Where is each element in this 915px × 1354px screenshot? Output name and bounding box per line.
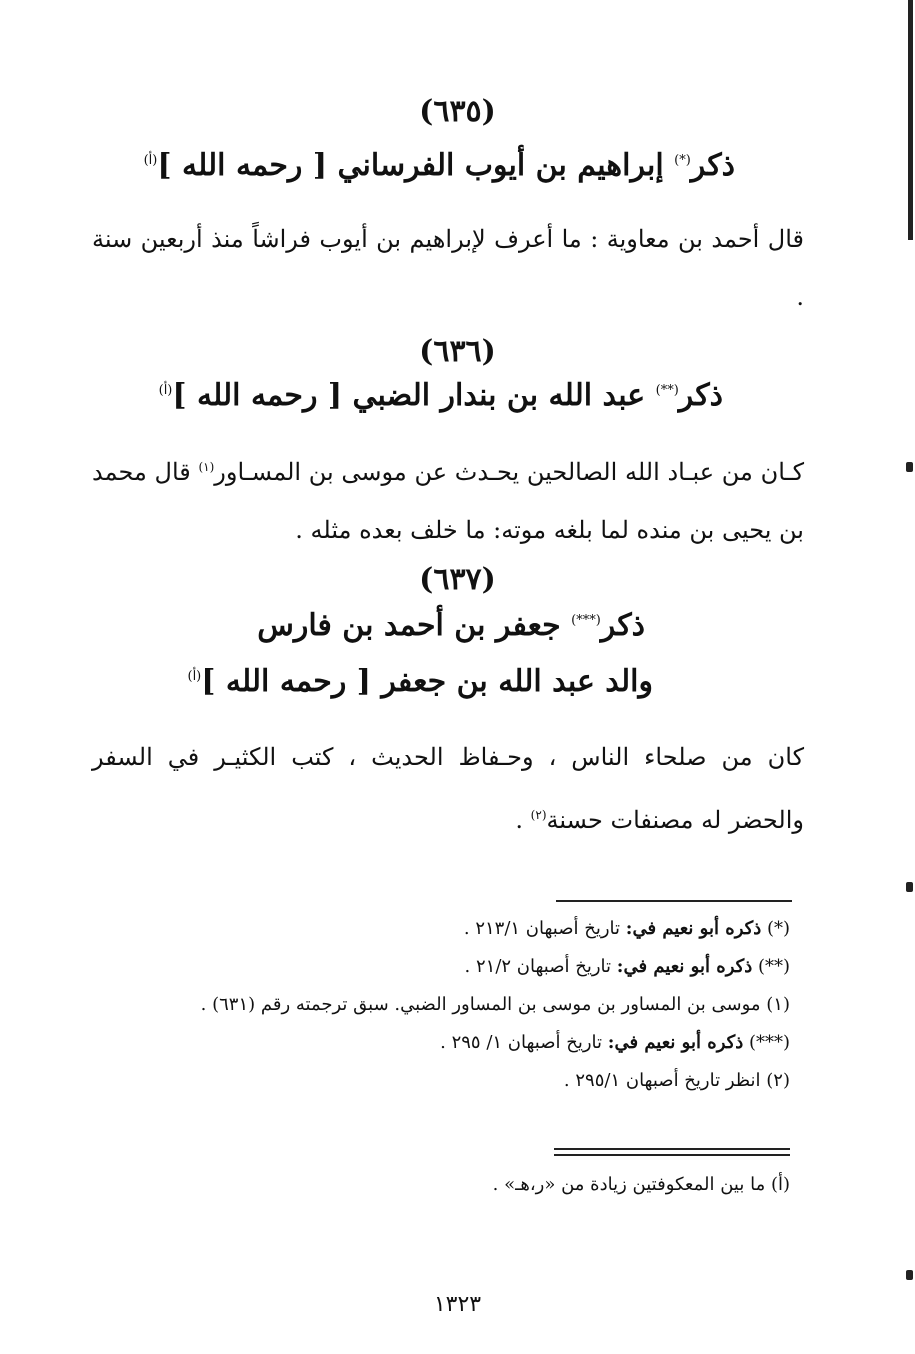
footnote-text: تاريخ أصبهان ٢١٣/١ . <box>463 918 621 939</box>
title-note: (أ) <box>187 669 202 684</box>
entry-text-635: قال أحمد بن معاوية : ما أعرف لإبراهيم بن أيوب فراشاً منذ أربعين سنة . <box>92 225 804 311</box>
footnote-key: (*) <box>766 918 790 939</box>
footnote <box>90 1024 790 1062</box>
footnote-text: تاريخ أصبهان ٢١/٢ . <box>464 956 612 977</box>
text-note: (١) <box>198 460 215 474</box>
entry-title-637-line2 <box>188 664 654 699</box>
entry-text-637 <box>92 728 804 849</box>
title-main: إبراهيم بن أيوب الفرساني [ رحمه الله ] <box>157 148 664 183</box>
footnote-key: (***) <box>748 1032 790 1053</box>
footnote-text: موسى بن المساور بن موسى بن المساور الضبي. سبق ترجمته رقم (٦٣١) . <box>200 994 761 1015</box>
entry-number-635: (٦٣٥) <box>419 94 496 129</box>
variant-rule-bottom <box>554 1154 790 1156</box>
variant-note-key: (أ) <box>770 1174 790 1195</box>
footnote <box>90 1062 790 1100</box>
variant-note-list <box>90 1166 790 1204</box>
edge-mark <box>906 462 913 472</box>
text-before: كان من صلحاء الناس ، وحـفاظ الحديث ، كتب الكثيـر في السفر والحضر له مصنفات حسنة <box>92 743 804 834</box>
title-line2: والد عبد الله بن جعفر [ رحمه الله ] <box>201 664 653 699</box>
edge-mark <box>906 882 913 892</box>
footnote-text: انظر تاريخ أصبهان ٢٩٥/١ . <box>563 1070 761 1091</box>
title-note: (أ) <box>143 153 158 168</box>
text-after: . <box>515 806 524 834</box>
title-note: (أ) <box>158 383 173 398</box>
title-prefix: ذكر <box>600 608 645 643</box>
footnote-lead: ذكره أبو نعيم في: <box>616 956 753 977</box>
entry-title-637-line1 <box>257 608 645 643</box>
footnote-list <box>90 910 790 1100</box>
text-before: كـان من عبـاد الله الصالحين يحـدث عن موسى بن المسـاور <box>214 458 804 486</box>
title-marker: (**) <box>655 383 679 398</box>
footnote-lead: ذكره أبو نعيم في: <box>607 1032 744 1053</box>
variant-note-text: ما بين المعكوفتين زيادة من «ر،هـ» . <box>492 1174 766 1195</box>
footnote-key: (٢) <box>766 1070 790 1091</box>
text-note: (٢) <box>530 808 547 822</box>
footnote-key: (**) <box>757 956 790 977</box>
footnote-rule <box>556 900 792 902</box>
title-prefix: ذكر <box>690 148 735 183</box>
entry-number-637: (٦٣٧) <box>419 562 496 597</box>
title-line1: جعفر بن أحمد بن فارس <box>257 608 561 643</box>
footnote <box>90 910 790 948</box>
footnote-text: تاريخ أصبهان ١/ ٢٩٥ . <box>440 1032 603 1053</box>
footnote <box>90 986 790 1024</box>
edge-mark <box>906 1270 913 1280</box>
entry-title-636 <box>159 378 723 413</box>
variant-note <box>90 1166 790 1204</box>
footnote-key: (١) <box>766 994 790 1015</box>
text-after: قال محمد بن يحيى بن منده لما بلغه موته: ما خلف بعده مثله . <box>92 458 804 544</box>
page-number: ١٣٢٣ <box>433 1292 482 1317</box>
variant-rule-top <box>554 1148 790 1150</box>
entry-text-636 <box>92 438 804 559</box>
title-prefix: ذكر <box>678 378 723 413</box>
entry-title-635 <box>144 148 735 183</box>
entry-number-636: (٦٣٦) <box>419 334 496 369</box>
title-main: عبد الله بن بندار الضبي [ رحمه الله ] <box>172 378 646 413</box>
title-marker: (*) <box>674 153 691 168</box>
footnote-lead: ذكره أبو نعيم في: <box>625 918 762 939</box>
footnote <box>90 948 790 986</box>
title-marker: (***) <box>571 613 601 628</box>
